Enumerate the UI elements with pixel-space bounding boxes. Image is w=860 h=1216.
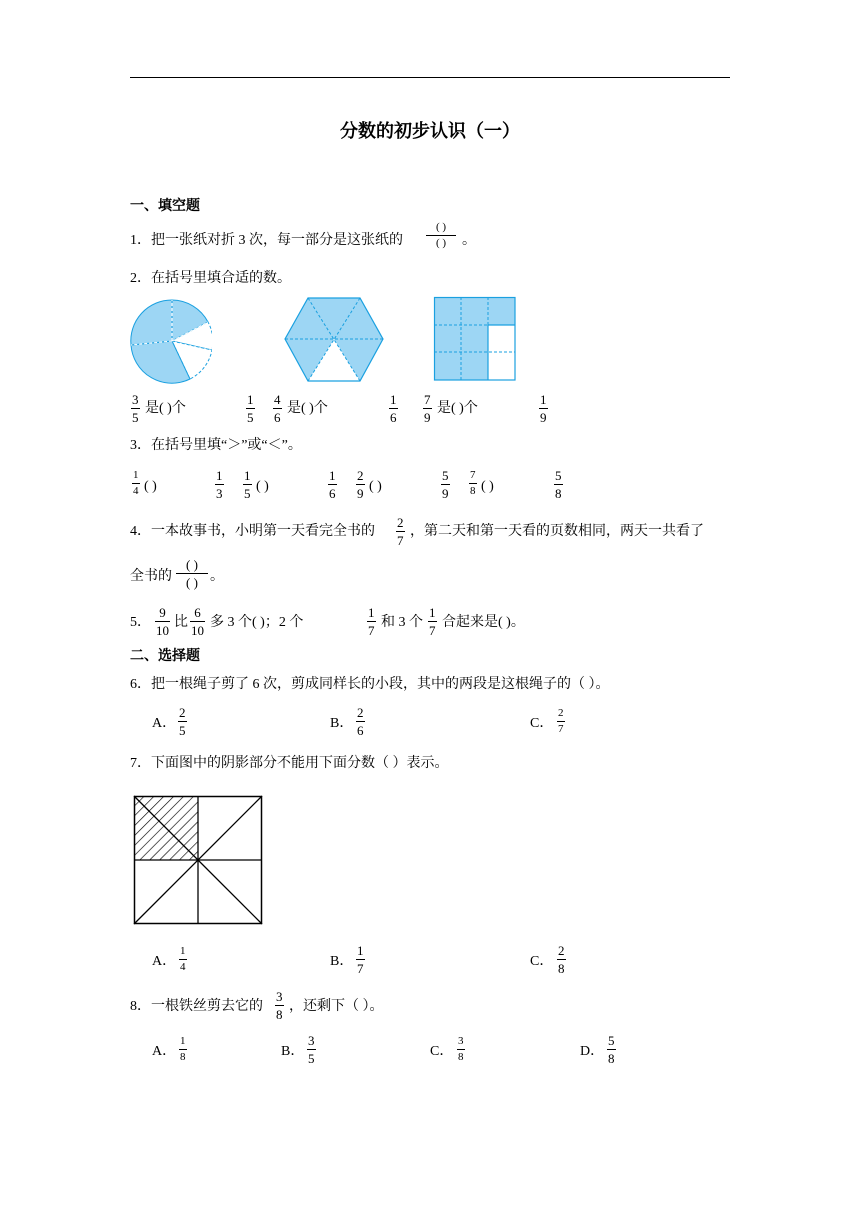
q8-option-d[interactable]: D．: [580, 1044, 605, 1059]
q4-answer-fraction[interactable]: ( ) ( ): [176, 558, 208, 589]
q5-fraction-6-10: $\frac{6}{10}$: [191, 605, 204, 638]
q3-pair1-right: $\frac{1}{3}$: [216, 468, 223, 501]
q2-blank-1[interactable]: 是( )个: [145, 401, 186, 416]
q3-pair3-left: $\frac{2}{9}$: [357, 468, 364, 501]
q8-option-a[interactable]: A．: [152, 1044, 177, 1059]
q3-pair2-left: $\frac{1}{5}$: [244, 468, 251, 501]
circle-figure: [128, 298, 218, 384]
header-rule: [130, 77, 730, 78]
q3-pair1-left: $\frac{1}{4}$: [133, 469, 139, 497]
q3-blank-4[interactable]: ( ): [481, 479, 494, 494]
q5-fraction-1-7-b: $\frac{1}{7}$: [429, 605, 436, 638]
q5-bi: 比: [174, 615, 188, 630]
grid-figure: [434, 297, 516, 381]
hexagon-figure: [284, 297, 384, 383]
q2-unit-fraction-1-5: $\frac{1}{5}$: [247, 392, 254, 425]
q8-option-b-fraction: $\frac{3}{5}$: [308, 1033, 315, 1066]
q3-blank-3[interactable]: ( ): [369, 479, 382, 494]
q6-text: 6．把一根绳子剪了 6 次，剪成同样长的小段，其中的两段是这根绳子的（ ）。: [130, 677, 610, 692]
q4-end: 。: [210, 569, 224, 584]
q5-fraction-1-7-a: $\frac{1}{7}$: [368, 605, 375, 638]
q8-option-a-fraction: $\frac{1}{8}$: [180, 1035, 186, 1063]
q2-unit-fraction-1-9: $\frac{1}{9}$: [540, 392, 547, 425]
q2-unit-fraction-1-6: $\frac{1}{6}$: [390, 392, 397, 425]
q6-option-b[interactable]: B．: [330, 716, 354, 731]
q3-text: 3．在括号里填“＞”或“＜”。: [130, 438, 302, 453]
q3-pair4-right: $\frac{5}{8}$: [555, 468, 562, 501]
q4-line2: 全书的: [130, 569, 172, 584]
q7-option-b[interactable]: B．: [330, 954, 354, 969]
q7-option-a-fraction: $\frac{1}{4}$: [180, 945, 186, 973]
section-heading-choice: 二、选择题: [130, 649, 200, 664]
q2-fraction-7-9: $\frac{7}{9}$: [424, 392, 431, 425]
q7-option-a[interactable]: A．: [152, 954, 177, 969]
q2-fraction-3-5: $\frac{3}{5}$: [132, 392, 139, 425]
q3-blank-2[interactable]: ( ): [256, 479, 269, 494]
q6-option-a-fraction: $\frac{2}{5}$: [179, 705, 186, 738]
q8-option-c[interactable]: C．: [430, 1044, 454, 1059]
q3-pair3-right: $\frac{5}{9}$: [442, 468, 449, 501]
q2-blank-3[interactable]: 是( )个: [437, 401, 478, 416]
q3-blank-1[interactable]: ( ): [144, 479, 157, 494]
q2-fraction-4-6: $\frac{4}{6}$: [274, 392, 281, 425]
q8-fraction-3-8: $\frac{3}{8}$: [276, 989, 283, 1022]
page-title: 分数的初步认识（一）: [340, 121, 520, 141]
q1-text: 1．把一张纸对折 3 次，每一部分是这张纸的: [130, 233, 403, 248]
q6-option-a[interactable]: A．: [152, 716, 177, 731]
q7-option-b-fraction: $\frac{1}{7}$: [357, 943, 364, 976]
q8-option-d-fraction: $\frac{5}{8}$: [608, 1033, 615, 1066]
q4-fraction-2-7: $\frac{2}{7}$: [397, 515, 404, 548]
q7-option-c[interactable]: C．: [530, 954, 554, 969]
hatched-square-figure: [134, 796, 264, 926]
q8-option-c-fraction: $\frac{3}{8}$: [458, 1035, 464, 1063]
q5-and: 和 3 个: [381, 615, 423, 630]
q3-pair2-right: $\frac{1}{6}$: [329, 468, 336, 501]
q5-blank-1[interactable]: 多 3 个( )；2 个: [210, 615, 304, 630]
q5-fraction-9-10: $\frac{9}{10}$: [156, 605, 169, 638]
q7-option-c-fraction: $\frac{2}{8}$: [558, 943, 565, 976]
q4-text: 4．一本故事书，小明第一天看完全书的: [130, 524, 375, 539]
section-heading-fill: 一、填空题: [130, 199, 200, 214]
q6-option-b-fraction: $\frac{2}{6}$: [357, 705, 364, 738]
q2-text: 2．在括号里填合适的数。: [130, 271, 291, 286]
q6-option-c-fraction: $\frac{2}{7}$: [558, 707, 564, 735]
q7-text: 7．下面图中的阴影部分不能用下面分数（ ）表示。: [130, 756, 449, 771]
q2-blank-2[interactable]: 是( )个: [287, 401, 328, 416]
q8-text2: ，还剩下（ ）。: [289, 999, 384, 1014]
q5-prefix: 5．: [130, 615, 151, 630]
q8-text: 8．一根铁丝剪去它的: [130, 999, 263, 1014]
q8-option-b[interactable]: B．: [281, 1044, 305, 1059]
q1-end: 。: [462, 233, 476, 248]
q4-text2: ，第二天和第一天看的页数相同，两天一共看了: [410, 524, 704, 539]
q6-option-c[interactable]: C．: [530, 716, 554, 731]
q3-pair4-left: $\frac{7}{8}$: [470, 469, 476, 497]
q1-answer-fraction[interactable]: ( ) ( ): [426, 222, 456, 249]
q5-blank-2[interactable]: 合起来是( )。: [442, 615, 525, 630]
